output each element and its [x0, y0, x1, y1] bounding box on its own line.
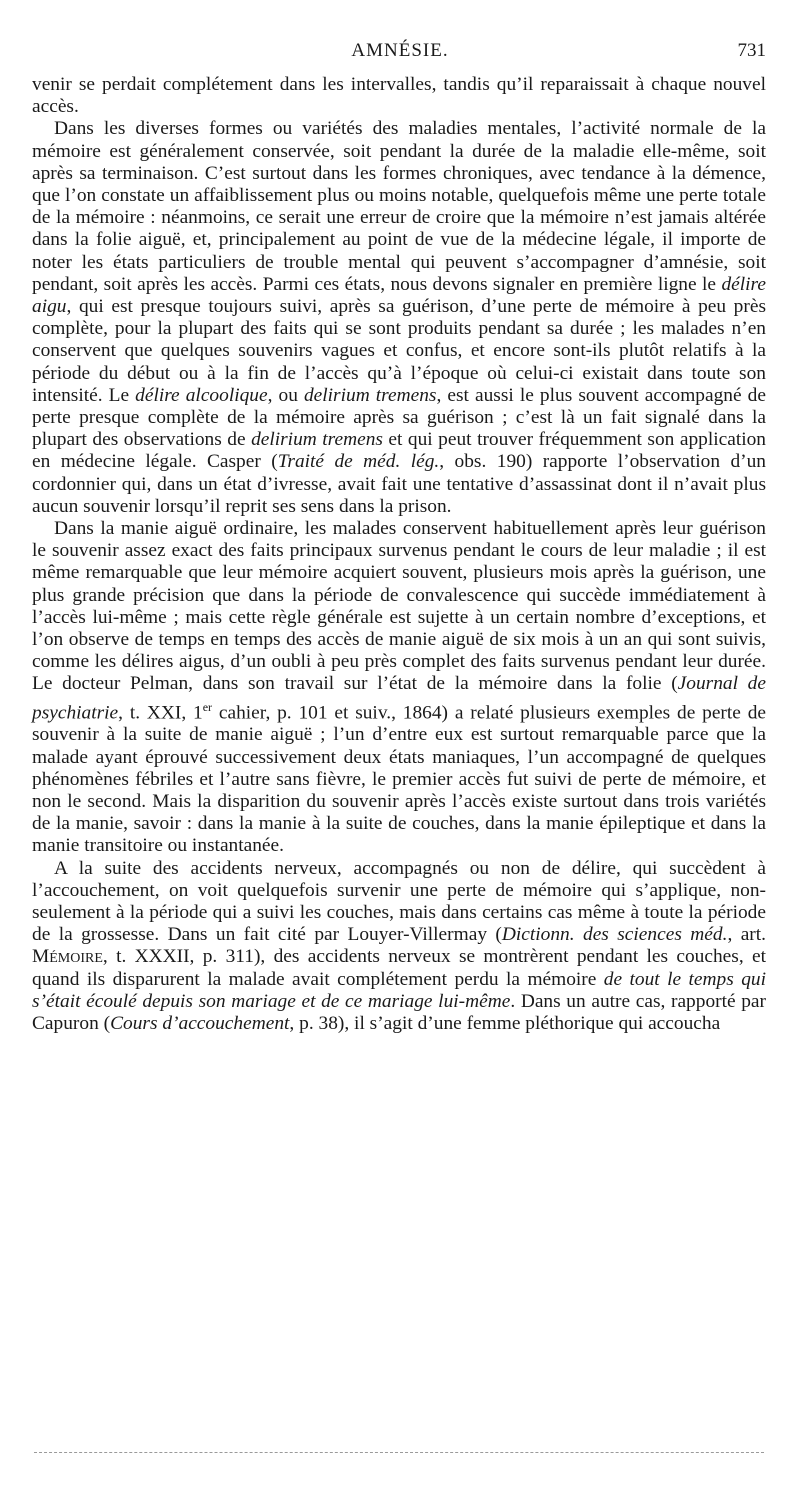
text-run: et qui peut trouver fréquemment son application en médecine légale. Casper (: [32, 429, 766, 473]
text-run: A la suite des accidents nerveux, accompagnés ou non de délire, qui succèdent à l’accouchement, on voit quelquefois survenir une perte de mémoire qui s’applique, non-seulement à la période qui a suivi les couches, mais dans certains cas même à toute la période de la grossesse. Dans un fait cité par Louyer-Villermay (: [32, 857, 766, 946]
body-text: [32, 74, 766, 1035]
italic-text: Journal de psychiatrie: [32, 673, 766, 724]
superscript-text: er: [202, 699, 213, 714]
text-run: cahier, p. 101 et suiv., 1864) a relaté plusieurs exemples de perte de souvenir à la suite de manie aiguë ; l’un d’entre eux est surtout remarquable parce que la malade ayant éprouvé successivement deux états maniaques, l’un accompagné de quelques phénomènes fébriles et l’autre sans fièvre, le premier accès fut suivi de perte de mémoire, et non le second. Mais la disparition du souvenir après l’accès existe surtout dans trois variétés de la manie, savoir : dans la manie à la suite de couches, dans la manie épileptique et dans la manie transitoire ou instantanée.: [32, 702, 766, 857]
footer-rule: [34, 1452, 764, 1453]
text-run: Dans la manie aiguë ordinaire, les malades conservent habituellement après leur guérison le souvenir assez exact des faits principaux survenus pendant le cours de leur maladie ; il est même remarquable que leur mémoire acquiert souvent, plusieurs mois après la guérison, une plus grande précision que dans la période de convalescence qui succède immédiatement à l’accès lui-même ; mais cette règle générale est sujette à un certain nombre d’exceptions, et l’on observe de temps en temps des accès de manie aiguë de six mois à un an qui sont suivis, comme les délires aigus, d’un oubli à peu près complet des faits survenus pendant leur durée. Le docteur Pelman, dans son travail sur l’état de la mémoire dans la folie (: [32, 518, 766, 695]
text-run: , t. XXXII, p. 311), des accidents nerveux se montrèrent pendant les couches, et quand ils disparurent la malade avait complétement perdu la mémoire: [32, 946, 766, 990]
italic-text: délire aigu: [32, 273, 766, 318]
running-title: AMNÉSIE.: [351, 40, 449, 61]
text-run: Dans les diverses formes ou variétés des maladies mentales, l’activité normale de la mémoire est généralement conservée, soit pendant la durée de la maladie elle-même, soit après sa terminaison. C’est surtout dans les formes chroniques, avec tendance à la démence, que l’on constate un affaiblissement plus ou moins notable, quelquefois même une perte totale de la mémoire : néanmoins, ce serait une erreur de croire que la mémoire n’est jamais altérée dans la folie aiguë, et, principalement au point de vue de la médecine légale, il importe de noter les états particuliers de trouble mental qui peuvent s’accompagner d’amnésie, soit pendant, soit après les accès. Parmi ces états, nous devons signaler en première ligne le: [32, 118, 766, 295]
italic-text: délire alcoolique: [135, 384, 268, 406]
text-run: , t. XXI, 1: [118, 702, 203, 724]
text-run: venir se perdait complétement dans les intervalles, tandis qu’il reparaissait à chaque nouvel accès.: [32, 74, 766, 118]
text-run: , obs. 190) rapporte l’observation d’un cordonnier qui, dans un état d’ivresse, avait fait une tentative d’assassinat dont il n’avait plus aucun souvenir lorsqu’il reprit ses sens dans la prison.: [32, 451, 766, 517]
paragraph: [32, 858, 766, 1036]
italic-text: de tout le temps qui s’était écoulé depuis son mariage et de ce mariage lui-même: [32, 968, 766, 1012]
italic-text: Dictionn. des sciences méd.: [501, 924, 728, 946]
italic-text: delirium tremens: [251, 429, 383, 451]
text-run: , qui est presque toujours suivi, après sa guérison, d’une perte de mémoire à peu près complète, pour la plupart des faits qui se sont produits pendant sa durée ; les malades n’en conservent que quelques souvenirs vagues et confus, et encore sont-ils plutôt relatifs à la période du début ou à la fin de l’accès qu’à l’époque où celui-ci existait dans toute son intensité. Le: [32, 296, 766, 406]
italic-text: Cours d’accouchement: [110, 1013, 290, 1034]
text-run: , art.: [727, 924, 766, 946]
text-run: , est aussi le plus souvent accompagné de perte presque complète de la mémoire après sa guérison ; c’est là un fait signalé dans la plupart des observations de: [32, 384, 766, 451]
paragraph: [32, 518, 766, 858]
italic-text: delirium tremens: [303, 384, 437, 406]
paragraph: [32, 74, 766, 118]
running-header: [32, 40, 768, 70]
page-number: 731: [737, 40, 766, 61]
italic-text: Traité de méd. lég.: [277, 451, 440, 473]
small-caps-text: Mémoire: [32, 946, 103, 968]
text-run: , p. 38), il s’agit d’une femme pléthorique qui accoucha: [289, 1013, 721, 1034]
paragraph: [32, 118, 766, 518]
text-run: , ou: [267, 384, 304, 406]
text-run: . Dans un autre cas, rapporté par Capuron (: [32, 990, 766, 1034]
